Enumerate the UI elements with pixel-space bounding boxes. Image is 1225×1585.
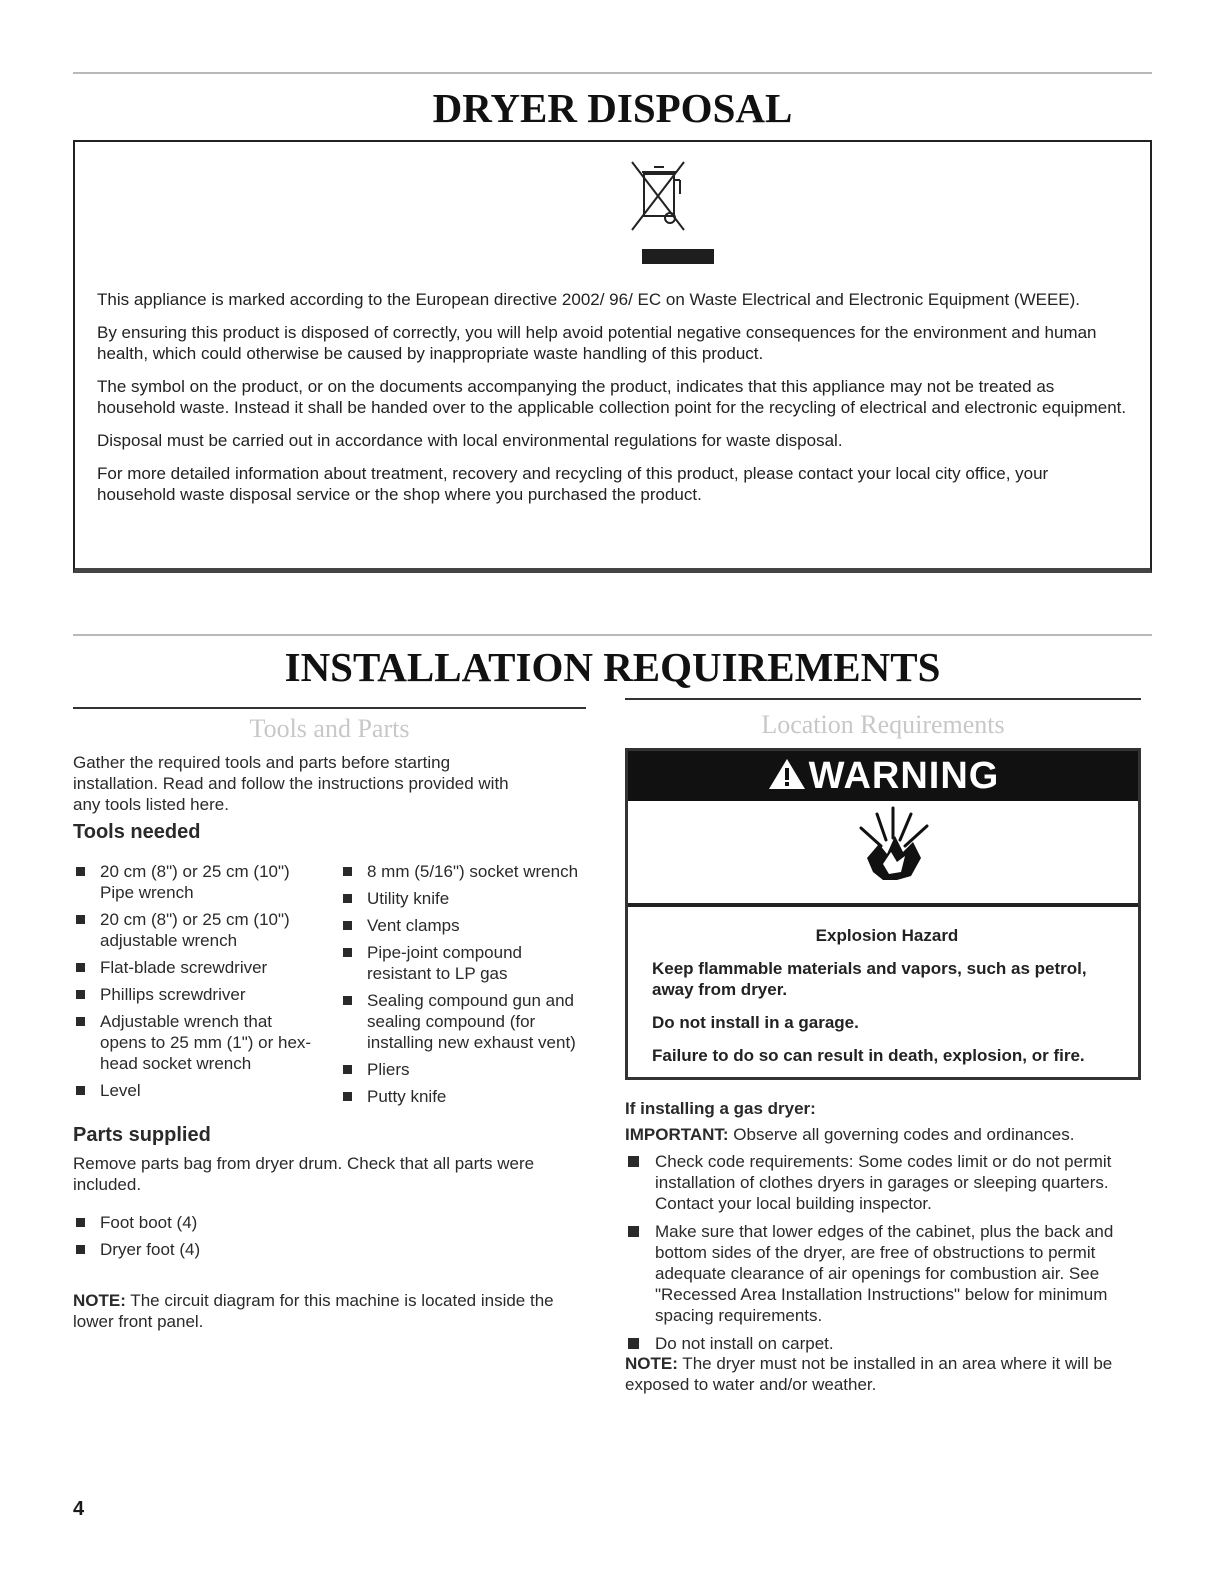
disposal-paragraph: For more detailed information about treatment, recovery and recycling of this product, please contact your local city office, your household waste disposal service or the shop where you purchased the product. — [97, 464, 1049, 504]
list-item: Vent clamps — [340, 915, 590, 936]
warning-line: Failure to do so can result in death, explosion, or fire. — [652, 1046, 1085, 1065]
list-item: Dryer foot (4) — [73, 1239, 373, 1260]
disposal-paragraph: The symbol on the product, or on the documents accompanying the product, indicates that this appliance may not be treated as household waste. Instead it shall be handed over to the applicable collection point for the recycling of electrical and electronic equipment. — [97, 377, 1127, 417]
parts-intro: Remove parts bag from dryer drum. Check that all parts were included. — [73, 1154, 535, 1194]
list-item: Make sure that lower edges of the cabinet, plus the back and bottom sides of the dryer, are free of obstructions to permit adequate clearance of air openings for combustion air. See "Recessed Area Installation Instructions" below for minimum spacing requirements. — [625, 1221, 1141, 1326]
tools-intro: Gather the required tools and parts before starting installation. Read and follow the instructions provided with any tools listed here. — [73, 753, 509, 814]
warning-label: WARNING — [808, 755, 1000, 797]
important-text: Observe all governing codes and ordinances. — [728, 1125, 1075, 1144]
page-number: 4 — [73, 1498, 85, 1520]
top-rule — [73, 72, 1152, 74]
note-text: The circuit diagram for this machine is located inside the lower front panel. — [73, 1291, 554, 1331]
list-item: Do not install on carpet. — [625, 1333, 1141, 1354]
list-item: Level — [73, 1080, 318, 1101]
explosion-icon — [853, 806, 933, 886]
location-note — [625, 1353, 1141, 1395]
warning-title — [628, 755, 1138, 798]
tools-list-right — [340, 861, 590, 1113]
location-requirements-list — [625, 1151, 1141, 1361]
warning-line: Do not install in a garage. — [652, 1013, 859, 1032]
note-text: The dryer must not be installed in an area where it will be exposed to water and/or weather. — [625, 1354, 1113, 1394]
warning-divider — [628, 903, 1138, 907]
disposal-box — [73, 140, 1152, 573]
tools-rule — [73, 707, 586, 709]
circuit-note — [73, 1290, 573, 1332]
mid-rule — [73, 634, 1152, 636]
gas-dryer-heading: If installing a gas dryer: — [625, 1099, 816, 1118]
list-item: 20 cm (8") or 25 cm (10") Pipe wrench — [73, 861, 318, 903]
important-note — [625, 1124, 1141, 1145]
note-label: NOTE: — [73, 1291, 126, 1310]
installation-heading: INSTALLATION REQUIREMENTS — [284, 644, 941, 690]
tools-and-parts-title: Tools and Parts — [249, 714, 410, 743]
location-requirements-title: Location Requirements — [761, 710, 1005, 739]
parts-supplied-heading: Parts supplied — [73, 1124, 211, 1146]
warning-line: Keep flammable materials and vapors, such as petrol, away from dryer. — [652, 959, 1087, 999]
disposal-paragraph: This appliance is marked according to the European directive 2002/ 96/ EC on Waste Electrical and Electronic Equipment (WEEE). — [97, 290, 1081, 309]
disposal-text — [97, 289, 1127, 517]
warning-triangle-icon — [767, 757, 807, 791]
note-label: NOTE: — [625, 1354, 678, 1373]
list-item: Sealing compound gun and sealing compound (for installing new exhaust vent) — [340, 990, 590, 1053]
list-item: Utility knife — [340, 888, 590, 909]
dryer-disposal-heading: DRYER DISPOSAL — [432, 85, 793, 131]
important-label: IMPORTANT: — [625, 1125, 729, 1144]
hazard-title: Explosion Hazard — [815, 926, 959, 945]
crossed-out-wheelie-bin-icon — [628, 154, 688, 234]
list-item: Pipe-joint compound resistant to LP gas — [340, 942, 590, 984]
list-item: Phillips screwdriver — [73, 984, 318, 1005]
warning-content — [652, 925, 1122, 1078]
list-item: Putty knife — [340, 1086, 590, 1107]
list-item: Adjustable wrench that opens to 25 mm (1") or hex-head socket wrench — [73, 1011, 318, 1074]
list-item: 20 cm (8") or 25 cm (10") adjustable wrench — [73, 909, 318, 951]
parts-list — [73, 1212, 373, 1266]
location-rule — [625, 698, 1141, 700]
list-item: Check code requirements: Some codes limit or do not permit installation of clothes dryers in garages or sleeping quarters. Contact your local building inspector. — [625, 1151, 1141, 1214]
tools-list-left — [73, 861, 318, 1107]
weee-bar — [642, 249, 714, 264]
tools-needed-heading: Tools needed — [73, 821, 201, 843]
disposal-paragraph: By ensuring this product is disposed of correctly, you will help avoid potential negative consequences for the environment and human health, which could otherwise be caused by inappropriate waste handling of this product. — [97, 323, 1097, 363]
list-item: Pliers — [340, 1059, 590, 1080]
warning-box — [625, 748, 1141, 1080]
list-item: Foot boot (4) — [73, 1212, 373, 1233]
list-item: Flat-blade screwdriver — [73, 957, 318, 978]
list-item: 8 mm (5/16") socket wrench — [340, 861, 590, 882]
disposal-paragraph: Disposal must be carried out in accordance with local environmental regulations for waste disposal. — [97, 431, 843, 450]
warning-header — [628, 751, 1138, 801]
